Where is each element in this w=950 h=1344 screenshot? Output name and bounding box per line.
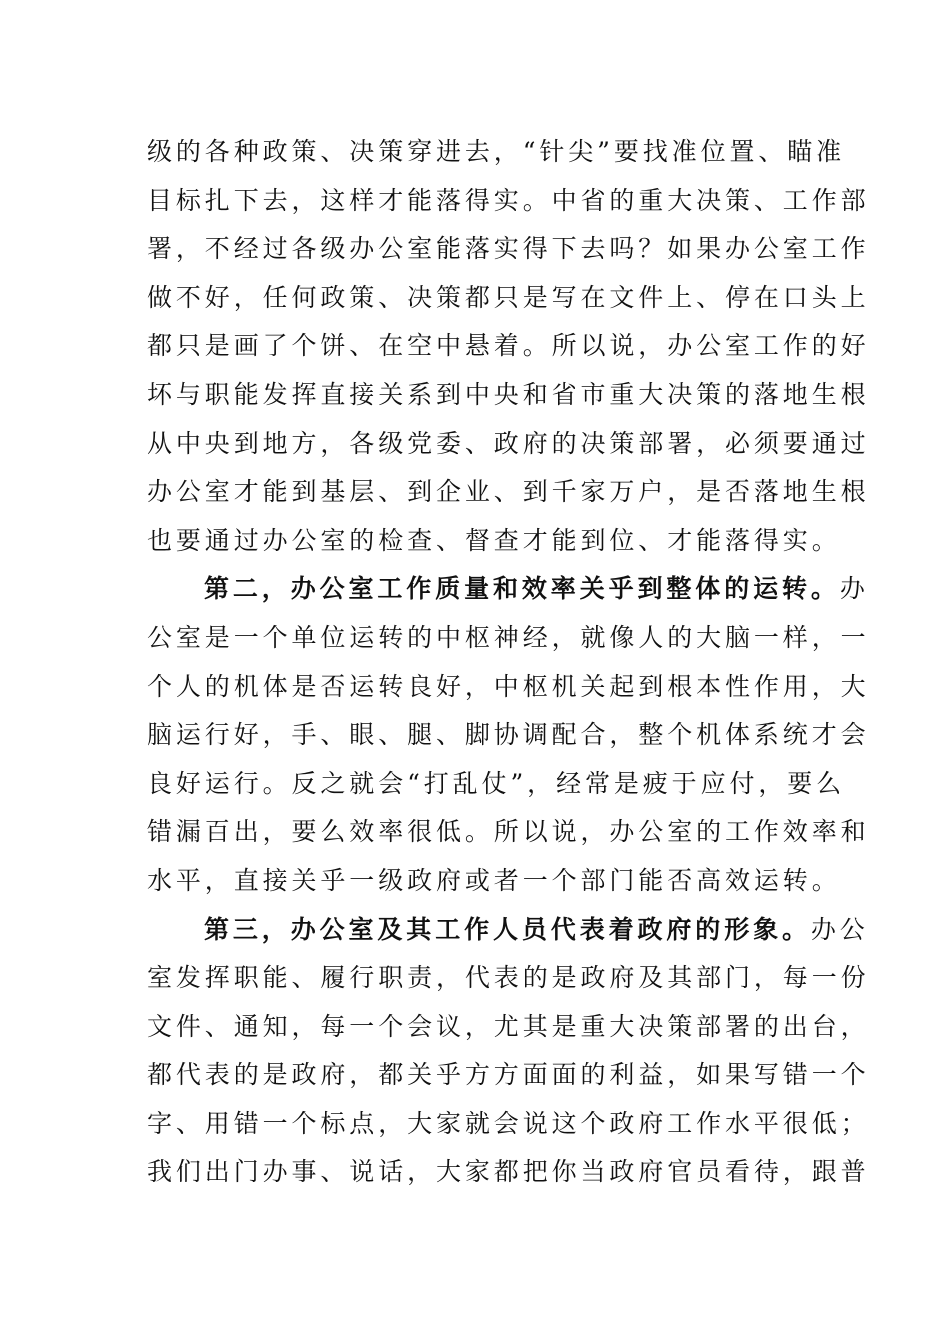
body-line: 错漏百出，要么效率很低。所以说，办公室的工作效率和	[147, 817, 870, 847]
body-line: 文件、通知，每一个会议，尤其是重大决策部署的出台，	[147, 1011, 870, 1041]
body-line: 署，不经过各级办公室能落实得下去吗？如果办公室工作	[147, 234, 870, 264]
body-line: 我们出门办事、说话，大家都把你当政府官员看待，跟普	[147, 1157, 870, 1187]
document-body	[147, 128, 870, 1197]
body-line: 办公室才能到基层、到企业、到千家万户，是否落地生根	[147, 477, 870, 507]
body-line: 水平，直接关乎一级政府或者一个部门能否高效运转。	[147, 865, 841, 895]
paragraph-3-first-line	[147, 906, 869, 955]
body-line: 做不好，任何政策、决策都只是写在文件上、停在口头上	[147, 282, 870, 312]
body-line: 公室是一个单位运转的中枢神经，就像人的大脑一样，一	[147, 622, 870, 652]
body-line: 个人的机体是否运转良好，中枢机关起到根本性作用，大	[147, 671, 870, 701]
body-line: 级的各种政策、决策穿进去，“针尖”要找准位置、瞄准	[147, 137, 846, 166]
paragraph-3-first-line-rest: 办公	[810, 914, 869, 944]
body-line: 良好运行。反之就会“打乱仗”，经常是疲于应付，要么	[147, 768, 846, 798]
body-line: 室发挥职能、履行职责，代表的是政府及其部门，每一份	[147, 963, 870, 993]
body-line: 坏与职能发挥直接关系到中央和省市重大决策的落地生根	[147, 379, 870, 409]
paragraph-3-heading: 第三，办公室及其工作人员代表着政府的形象。	[204, 914, 811, 944]
body-line: 都代表的是政府，都关乎方方面面的利益，如果写错一个	[147, 1060, 870, 1090]
body-line: 也要通过办公室的检查、督查才能到位、才能落得实。	[147, 525, 841, 555]
paragraph-2-first-line-rest: 办	[839, 574, 869, 604]
body-line: 脑运行好，手、眼、腿、脚协调配合，整个机体系统才会	[147, 720, 870, 750]
body-line: 目标扎下去，这样才能落得实。中省的重大决策、工作部	[147, 185, 870, 215]
body-line: 都只是画了个饼、在空中悬着。所以说，办公室工作的好	[147, 331, 870, 361]
paragraph-2-heading: 第二，办公室工作质量和效率关乎到整体的运转。	[204, 574, 840, 604]
body-line: 字、用错一个标点，大家就会说这个政府工作水平很低；	[147, 1108, 870, 1138]
paragraph-2-first-line	[147, 565, 869, 614]
body-line: 从中央到地方，各级党委、政府的决策部署，必须要通过	[147, 428, 870, 458]
